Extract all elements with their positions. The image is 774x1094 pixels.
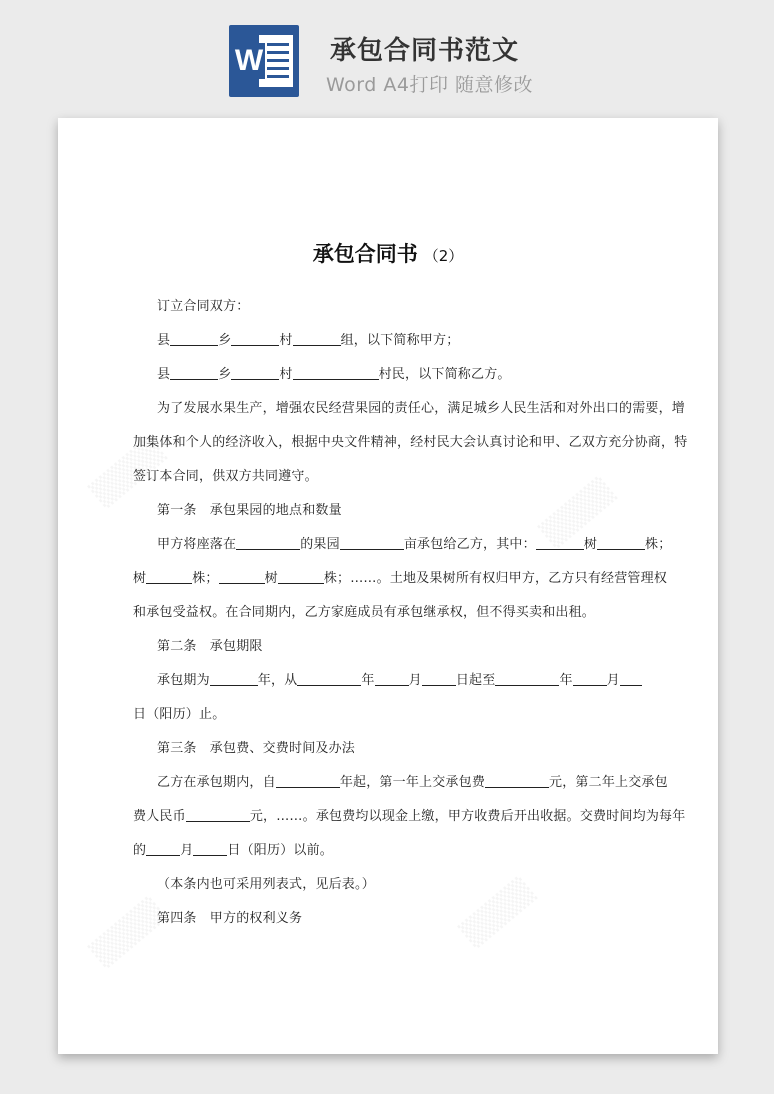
paragraph-line: 加集体和个人的经济收入，根据中央文件精神，经村民大会认真讨论和甲、乙双方充分协商，特 — [133, 435, 688, 450]
header — [0, 0, 774, 110]
title-text: 承包合同书 — [312, 242, 418, 266]
intro-line: 订立合同双方： — [157, 299, 250, 314]
watermark — [458, 876, 539, 950]
paragraph-line: 签订本合同，供双方共同遵守。 — [133, 469, 318, 484]
header-subtitle: Word A4打印 随意修改 — [326, 74, 534, 96]
article-3-line: 费人民币 元，……。承包费均以现金上缴，甲方收费后开出收据。交费时间均为每年 — [133, 809, 686, 824]
article-4-title: 第四条 甲方的权利义务 — [157, 911, 303, 926]
party-a-line: 县 乡 村 组，以下简称甲方； — [157, 333, 460, 348]
article-2-line: 日（阳历）止。 — [133, 707, 226, 722]
article-2-title: 第二条 承包期限 — [157, 639, 263, 654]
paragraph-line: 为了发展水果生产，增强农民经营果园的责任心，满足城乡人民生活和对外出口的需要，增 — [157, 401, 686, 416]
article-1-line: 树 株； 树 株；……。土地及果树所有权归甲方，乙方只有经营管理权 — [133, 571, 668, 586]
document-page — [58, 118, 718, 1054]
header-title: 承包合同书范文 — [330, 36, 520, 66]
article-2-line: 承包期为 年，从 年 月 日起至 年 月 — [157, 669, 642, 688]
article-3-title: 第三条 承包费、交费时间及办法 — [157, 741, 356, 756]
title-suffix: （2） — [423, 247, 464, 265]
article-3-note: （本条内也可采用列表式，见后表。） — [157, 877, 375, 892]
party-b-line: 县 乡 村 村民，以下简称乙方。 — [157, 367, 511, 382]
article-3-line: 乙方在承包期内，自 年起，第一年上交承包费 元，第二年上交承包 — [157, 775, 668, 790]
word-logo-letter: W — [234, 44, 264, 77]
article-1-line: 甲方将座落在 的果园 亩承包给乙方，其中： 树 株； — [157, 537, 672, 552]
word-icon — [229, 25, 299, 97]
article-3-line: 的 月 日（阳历）以前。 — [133, 843, 334, 858]
article-1-title: 第一条 承包果园的地点和数量 — [157, 503, 342, 518]
document-title — [58, 238, 718, 268]
article-1-line: 和承包受益权。在合同期内，乙方家庭成员有承包继承权，但不得买卖和出租。 — [133, 605, 596, 620]
